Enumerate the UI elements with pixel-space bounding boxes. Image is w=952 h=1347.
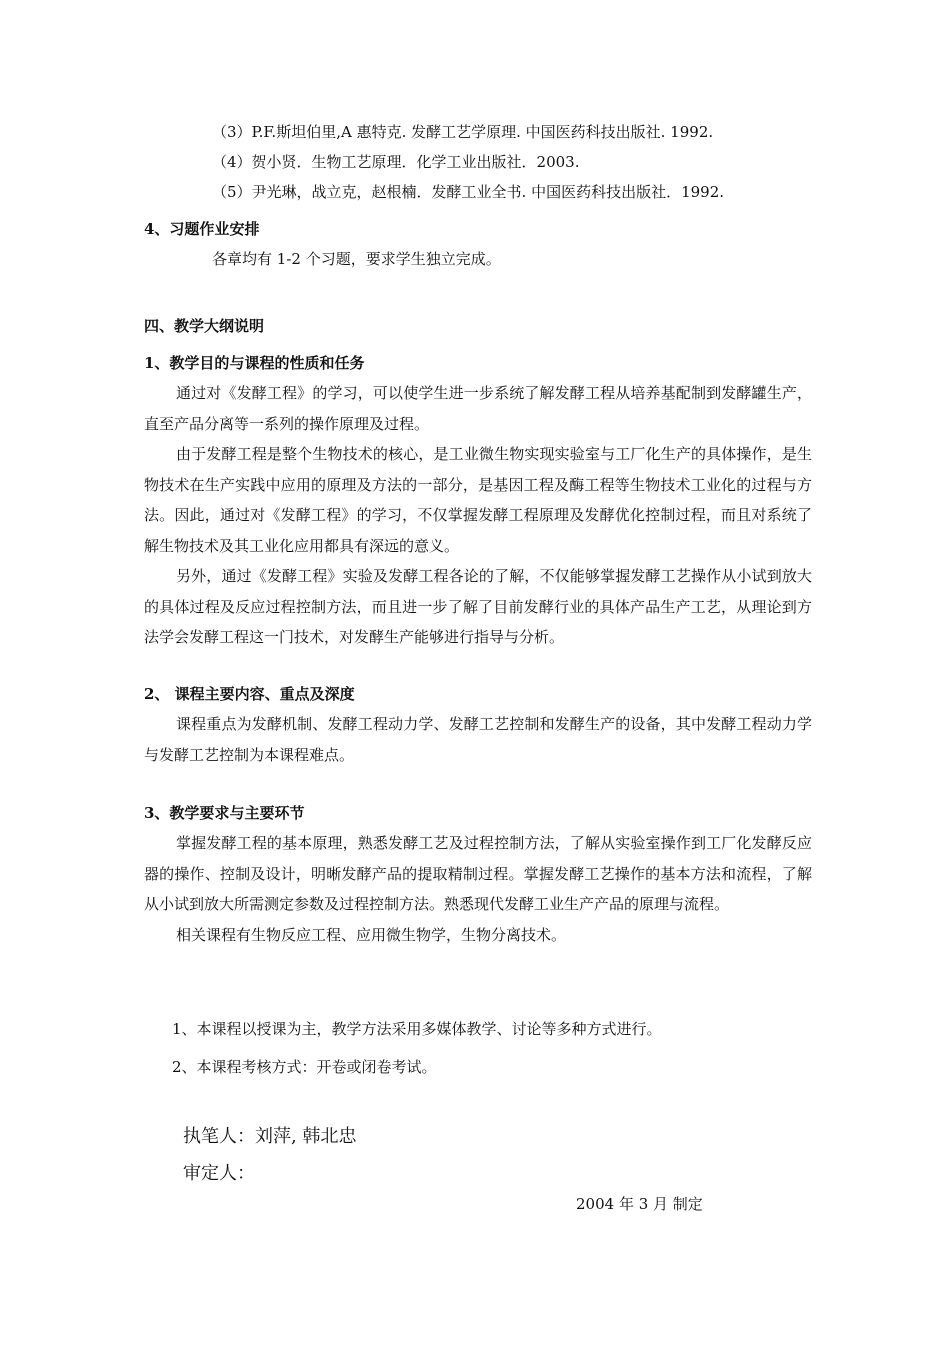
- reference-4: （4）贺小贤．生物工艺原理．化学工业出版社．2003.: [212, 153, 580, 171]
- reviewer-line: 审定人：: [183, 1163, 255, 1184]
- sub1-heading: 1、教学目的与课程的性质和任务: [144, 354, 365, 372]
- note-1: 1、本课程以授课为主，教学方法采用多媒体教学、讨论等多种方式进行。: [172, 1020, 662, 1038]
- sub2-heading: 2、 课程主要内容、重点及深度: [144, 685, 355, 703]
- reference-3: （3）P.F.斯坦伯里,A 惠特克. 发酵工艺学原理. 中国医药科技出版社. 1992.: [212, 123, 714, 141]
- homework-text: 各章均有 1-2 个习题，要求学生独立完成。: [212, 250, 501, 268]
- paragraph: 另外，通过《发酵工程》实验及发酵工程各论的了解，不仅能够掌握发酵工艺操作从小试到放大的具体过程及反应过程控制方法，而且进一步了解了目前发酵行业的具体产品生产工艺，从理论到方法学会发酵工程这一门技术，对发酵生产能够进行指导与分析。: [144, 567, 812, 646]
- section-heading: 四、教学大纲说明: [144, 317, 265, 335]
- sub3-body: [144, 828, 812, 950]
- paragraph: 相关课程有生物反应工程、应用微生物学，生物分离技术。: [176, 925, 567, 944]
- note-2: 2、本课程考核方式：开卷或闭卷考试。: [172, 1058, 437, 1076]
- paragraph: 由于发酵工程是整个生物技术的核心，是工业微生物实现实验室与工厂化生产的具体操作，是生物技术在生产实践中应用的原理及方法的一部分，是基因工程及酶工程等生物技术工业化的过程与方法。因此，通过对《发酵工程》的学习，不仅掌握发酵工程原理及发酵优化控制过程，而且对系统了解生物技术及其工业化应用都具有深远的意义。: [144, 445, 812, 555]
- paragraph: 掌握发酵工程的基本原理，熟悉发酵工艺及过程控制方法，了解从实验室操作到工厂化发酵反应器的操作、控制及设计，明晰发酵产品的提取精制过程。掌握发酵工艺操作的基本方法和流程，了解从小试到放大所需测定参数及过程控制方法。熟悉现代发酵工业生产产品的原理与流程。: [144, 834, 812, 913]
- sub2-body: [144, 709, 812, 770]
- author-line: 执笔人：刘萍, 韩北忠: [183, 1126, 357, 1147]
- paragraph: 课程重点为发酵机制、发酵工程动力学、发酵工艺控制和发酵生产的设备，其中发酵工程动力学与发酵工艺控制为本课程难点。: [144, 715, 812, 764]
- date-line: 2004 年 3 月 制定: [576, 1195, 703, 1213]
- homework-heading: 4、习题作业安排: [144, 220, 260, 238]
- sub1-body: [144, 378, 812, 653]
- reference-5: （5）尹光琳，战立克，赵根楠．发酵工业全书. 中国医药科技出版社．1992.: [212, 183, 725, 201]
- paragraph: 通过对《发酵工程》的学习，可以使学生进一步系统了解发酵工程从培养基配制到发酵罐生产，直至产品分离等一系列的操作原理及过程。: [144, 384, 812, 433]
- sub3-heading: 3、教学要求与主要环节: [144, 804, 305, 822]
